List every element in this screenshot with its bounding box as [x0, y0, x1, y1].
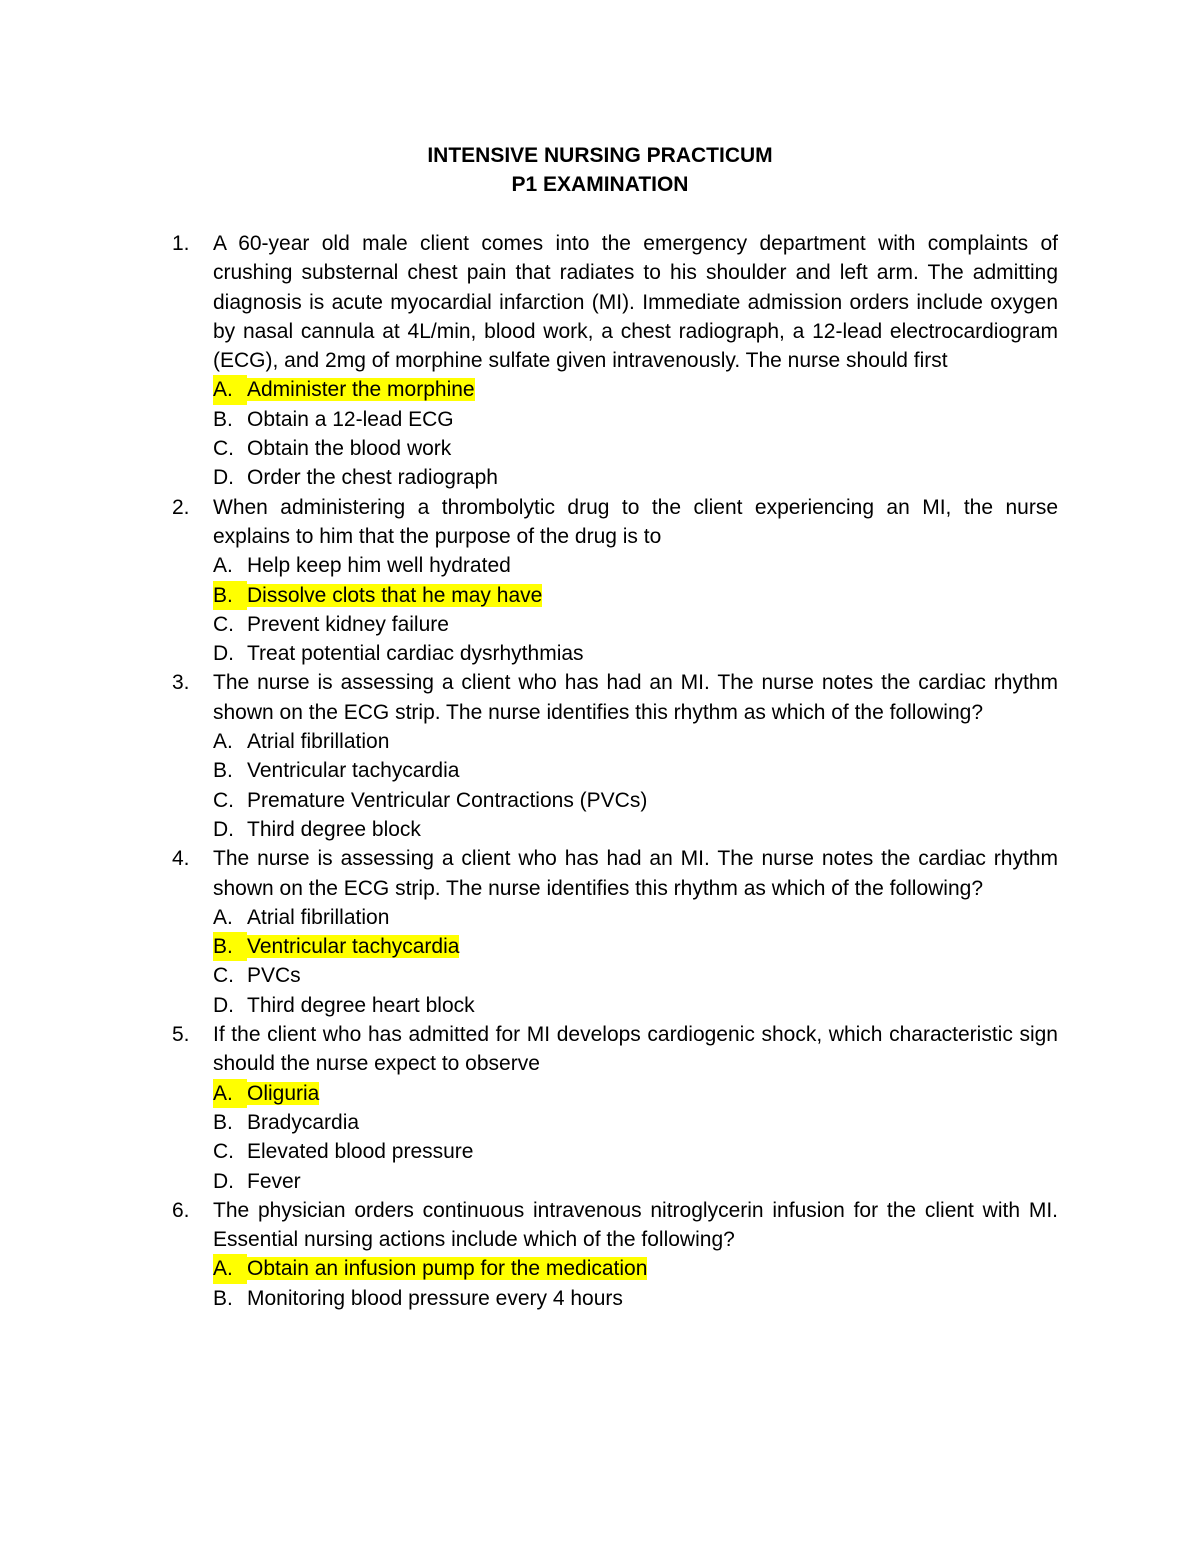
question-item: [172, 844, 1058, 1020]
answer-choices: [213, 1254, 1058, 1313]
choice-text: Treat potential cardiac dysrhythmias: [247, 642, 584, 666]
answer-choice: [213, 639, 1058, 668]
choice-letter: A.: [213, 1079, 247, 1108]
choice-text: Prevent kidney failure: [247, 612, 449, 636]
question-text: A 60-year old male client comes into the emergency department with complaints of crushing substernal chest pain that radiates to his shoulder and left arm. The admitting diagnosis is acute myocardial infarction (MI). Immediate admission orders include oxygen by nasal cannula at 4L/min, blood work, a chest radiograph, a 12-lead electrocardiogram (ECG), and 2mg of morphine sulfate given intravenously. The nurse should first: [213, 232, 1058, 373]
question-list: [172, 229, 1058, 1313]
question-text: The nurse is assessing a client who has had an MI. The nurse notes the cardiac rhythm shown on the ECG strip. The nurse identifies this rhythm as which of the following?: [213, 671, 1058, 724]
choice-letter: A.: [213, 1254, 247, 1283]
choice-text: Administer the morphine: [247, 378, 475, 402]
answer-choices: [213, 727, 1058, 844]
answer-choice: [213, 756, 1058, 785]
answer-choice: [213, 903, 1058, 932]
answer-choice: [213, 463, 1058, 492]
choice-letter: C.: [213, 1140, 234, 1164]
question-item: [172, 1196, 1058, 1313]
choice-letter: C.: [213, 437, 234, 461]
choice-text: Monitoring blood pressure every 4 hours: [247, 1286, 623, 1310]
choice-text: Help keep him well hydrated: [247, 554, 511, 578]
choice-letter: C.: [213, 612, 234, 636]
answer-choice: [213, 610, 1058, 639]
question-item: [172, 668, 1058, 844]
question-text: If the client who has admitted for MI develops cardiogenic shock, which characteristic sign should the nurse expect to observe: [213, 1023, 1058, 1076]
answer-choice: [213, 727, 1058, 756]
choice-text: Atrial fibrillation: [247, 905, 390, 929]
question-number: 4.: [172, 847, 190, 871]
answer-choice-highlighted: [213, 1079, 1058, 1108]
choice-letter: B.: [213, 581, 247, 610]
answer-choice-highlighted: [213, 581, 1058, 610]
answer-choice: [213, 961, 1058, 990]
choice-text: Atrial fibrillation: [247, 730, 390, 754]
choice-letter: B.: [213, 759, 233, 783]
choice-letter: B.: [213, 1286, 233, 1310]
question-number: 3.: [172, 671, 190, 695]
answer-choices: [213, 903, 1058, 1020]
document-title: INTENSIVE NURSING PRACTICUM: [427, 144, 773, 167]
question-text: When administering a thrombolytic drug to the client experiencing an MI, the nurse explains to him that the purpose of the drug is to: [213, 495, 1058, 548]
choice-text: Obtain the blood work: [247, 437, 452, 461]
question-number: 5.: [172, 1023, 190, 1047]
question-number: 6.: [172, 1198, 190, 1222]
choice-text: Premature Ventricular Contractions (PVCs): [247, 788, 648, 812]
document-subtitle: P1 EXAMINATION: [511, 173, 689, 196]
choice-text: Fever: [247, 1169, 301, 1193]
choice-text: Order the chest radiograph: [247, 466, 498, 490]
choice-letter: C.: [213, 964, 234, 988]
question-item: [172, 1020, 1058, 1196]
question-text: The nurse is assessing a client who has had an MI. The nurse notes the cardiac rhythm shown on the ECG strip. The nurse identifies this rhythm as which of the following?: [213, 847, 1058, 900]
choice-text: Ventricular tachycardia: [247, 759, 460, 783]
choice-text: Dissolve clots that he may have: [247, 583, 543, 607]
choice-text: Third degree heart block: [247, 993, 475, 1017]
answer-choice: [213, 1108, 1058, 1137]
answer-choice: [213, 991, 1058, 1020]
answer-choice: [213, 786, 1058, 815]
choice-letter: A.: [213, 375, 247, 404]
answer-choice: [213, 405, 1058, 434]
choice-letter: D.: [213, 466, 234, 490]
choice-text: Obtain an infusion pump for the medication: [247, 1257, 648, 1281]
choice-letter: A.: [213, 730, 233, 754]
choice-text: Elevated blood pressure: [247, 1140, 474, 1164]
question-number: 1.: [172, 232, 190, 255]
choice-letter: D.: [213, 817, 234, 841]
choice-text: Obtain a 12-lead ECG: [247, 407, 454, 431]
choice-letter: B.: [213, 407, 233, 431]
choice-letter: B.: [213, 932, 247, 961]
answer-choice: [213, 434, 1058, 463]
answer-choices: [213, 1079, 1058, 1196]
answer-choice-highlighted: [213, 1254, 1058, 1283]
choice-letter: B.: [213, 1110, 233, 1134]
answer-choice: [213, 1137, 1058, 1166]
answer-choices: [213, 375, 1058, 492]
choice-letter: A.: [213, 905, 233, 929]
choice-text: Third degree block: [247, 817, 421, 841]
choice-letter: D.: [213, 1169, 234, 1193]
choice-letter: A.: [213, 554, 233, 578]
question-text: The physician orders continuous intravenous nitroglycerin infusion for the client with MI. Essential nursing actions include which of the following?: [213, 1198, 1058, 1252]
answer-choice: [213, 1167, 1058, 1196]
choice-letter: C.: [213, 788, 234, 812]
answer-choice-highlighted: [213, 375, 1058, 404]
choice-text: Bradycardia: [247, 1110, 360, 1134]
choice-letter: D.: [213, 642, 234, 666]
question-number: 2.: [172, 495, 190, 519]
choice-letter: D.: [213, 993, 234, 1017]
choice-text: Ventricular tachycardia: [247, 935, 460, 959]
question-item: [172, 493, 1058, 669]
question-item: [172, 229, 1058, 493]
answer-choice: [213, 815, 1058, 844]
answer-choices: [213, 551, 1058, 668]
answer-choice: [213, 551, 1058, 580]
answer-choice-highlighted: [213, 932, 1058, 961]
choice-text: PVCs: [247, 964, 301, 988]
choice-text: Oliguria: [247, 1081, 320, 1105]
answer-choice: [213, 1284, 1058, 1313]
